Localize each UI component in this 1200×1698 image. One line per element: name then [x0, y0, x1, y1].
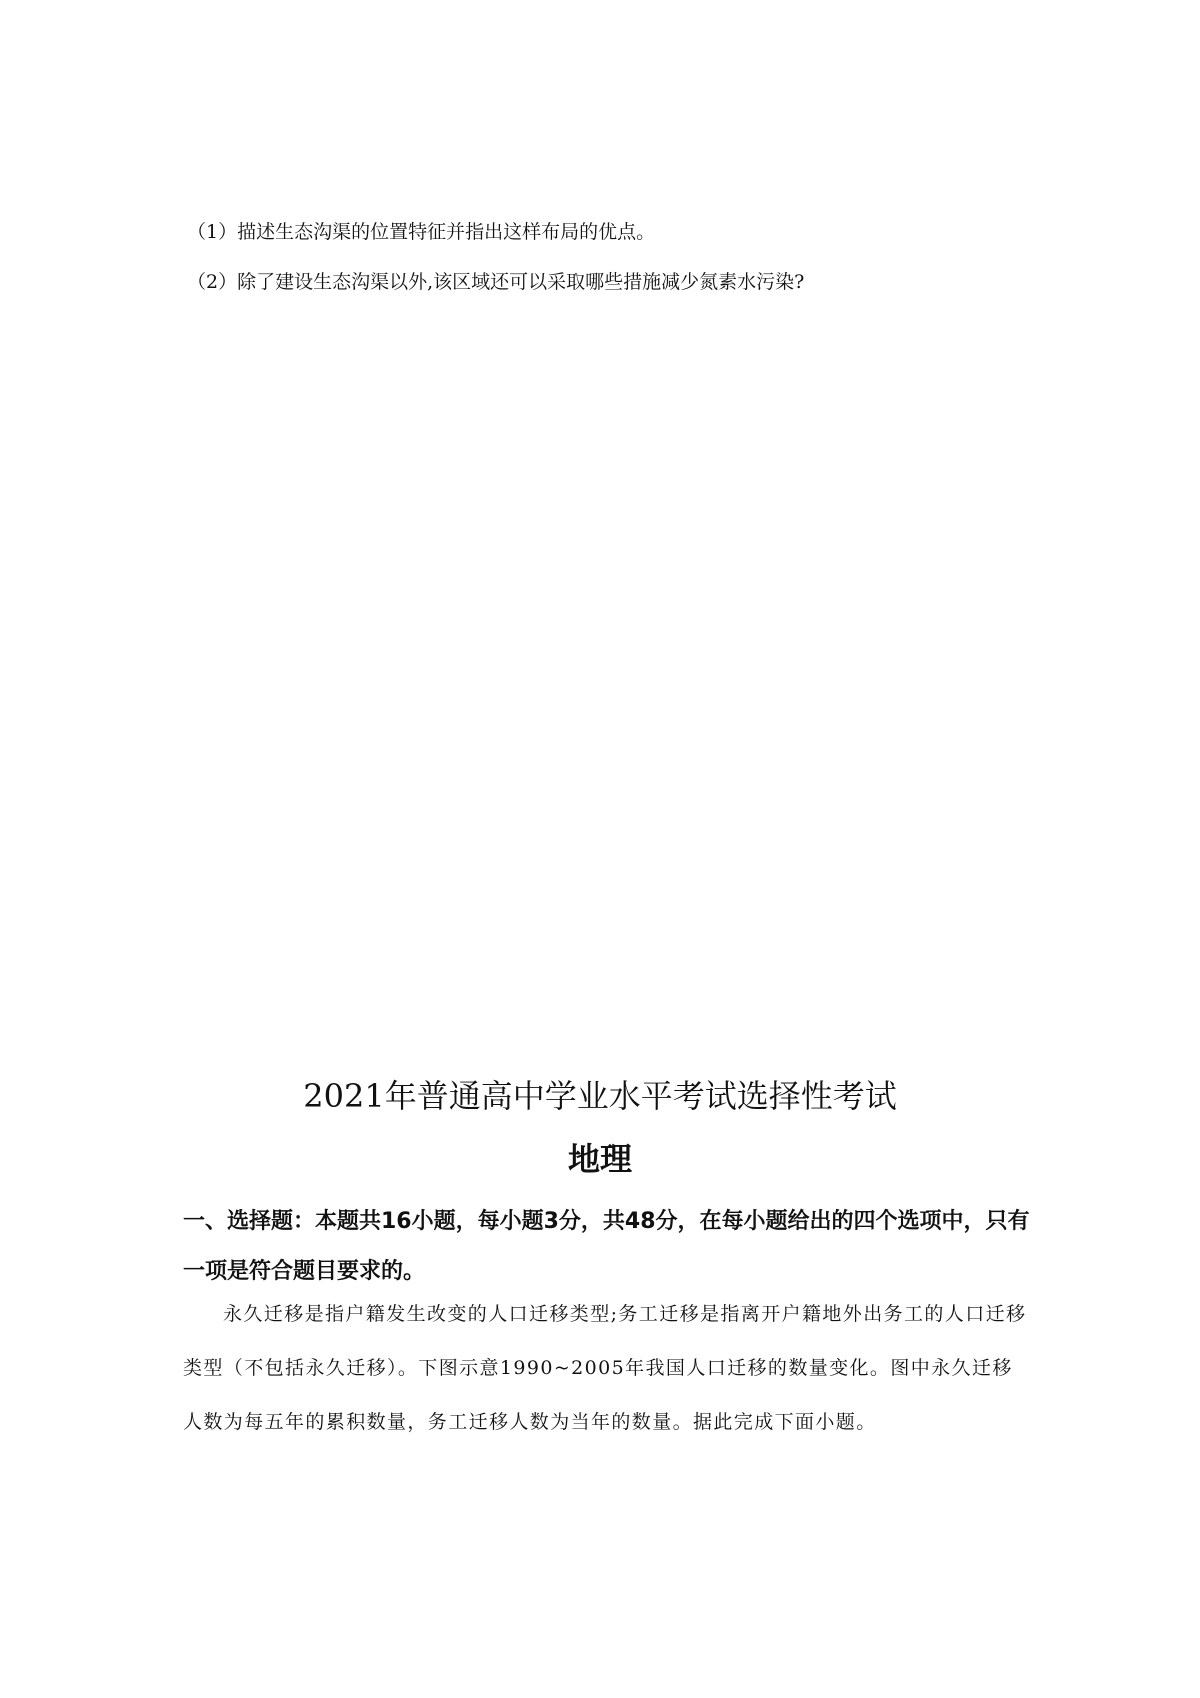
passage-text: 永久迁移是指户籍发生改变的人口迁移类型;务工迁移是指离开户籍地外出务工的人口迁移类型（不包括永久迁移）。下图示意1990~2005年我国人口迁移的数量变化。图中永久迁移人数为每五年的累积数量，务工迁移人数为当年的数量。据此完成下面小题。 — [183, 1303, 1027, 1433]
section-heading: 一、选择题：本题共16小题，每小题3分，共48分，在每小题给出的四个选项中，只有一项是符合题目要求的。 — [183, 1209, 1030, 1284]
question-2-text: （2）除了建设生态沟渠以外,该区域还可以采取哪些措施减少氮素水污染? — [187, 271, 805, 293]
question-1-text: （1）描述生态沟渠的位置特征并指出这样布局的优点。 — [187, 221, 656, 243]
subject-title: 地理 — [567, 1140, 632, 1178]
exam-title: 2021年普通高中学业水平考试选择性考试 — [303, 1077, 897, 1115]
